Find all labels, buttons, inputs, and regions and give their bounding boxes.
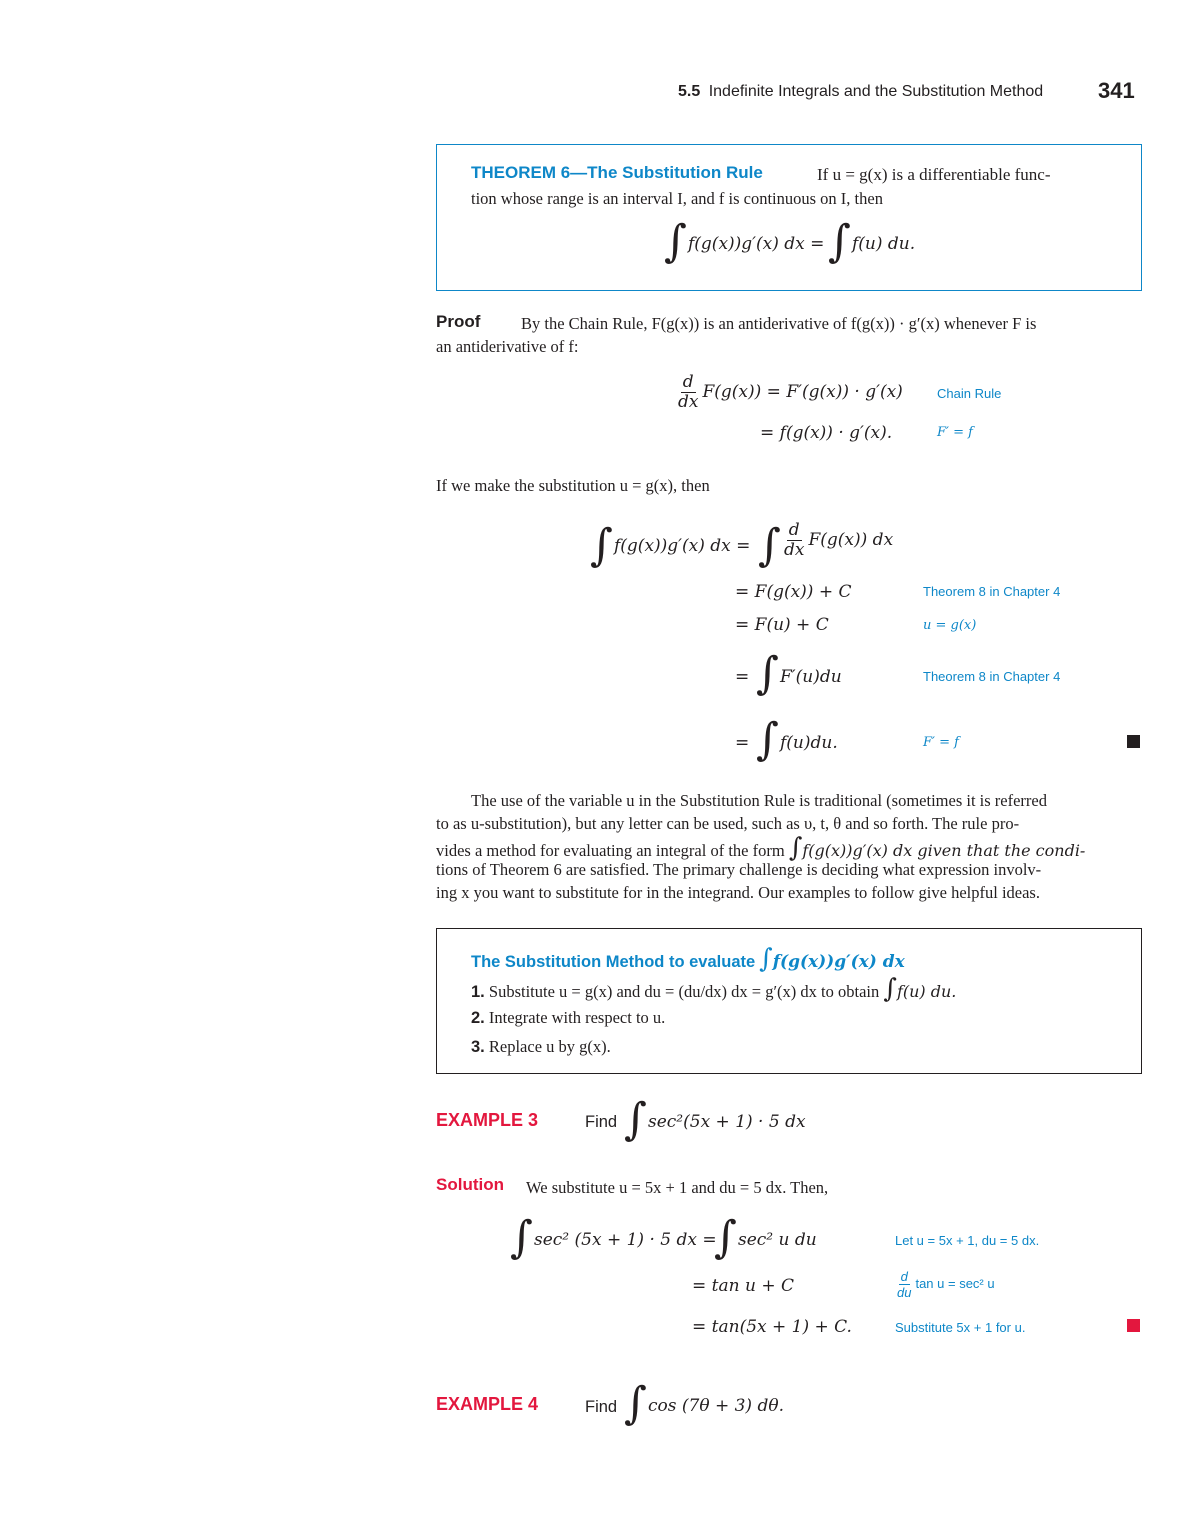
example4-label: EXAMPLE 4 bbox=[436, 1394, 539, 1414]
theorem-statement-line2: tion whose range is an interval I, and f is continuous on I, then bbox=[471, 189, 883, 208]
integral-sign-icon: ∫ bbox=[883, 974, 897, 1004]
solution-note2-text: tan u = sec² u bbox=[915, 1275, 995, 1291]
derivation-note-2: u = g(x) bbox=[923, 618, 977, 633]
derivation-note-1: Theorem 8 in Chapter 4 bbox=[923, 584, 1061, 599]
method-step-text-math: f(u) du. bbox=[896, 982, 957, 1001]
theorem-formula-rhs: f(u) du. bbox=[852, 234, 916, 254]
proof-label: Proof bbox=[436, 312, 481, 331]
solution-line1-lhs: sec² (5x + 1) · 5 dx = bbox=[534, 1230, 717, 1250]
integral-sign-icon: ∫ bbox=[828, 216, 851, 267]
integral-sign-icon: ∫ bbox=[664, 216, 687, 267]
example3-label: EXAMPLE 3 bbox=[436, 1110, 539, 1130]
fraction-numerator: d bbox=[682, 372, 694, 392]
theorem-formula-lhs: f(g(x))g′(x) dx = bbox=[688, 234, 825, 254]
paragraph-line3-a: vides a method for evaluating an integral of the form bbox=[436, 841, 785, 860]
method-step-text: Integrate with respect to u. bbox=[488, 1008, 666, 1027]
method-step-1 bbox=[471, 976, 956, 1005]
derivation-first-rhs bbox=[782, 522, 893, 559]
method-step-text: Substitute u = g(x) and du = (du/dx) dx = g′(x) dx to obtain bbox=[488, 982, 880, 1001]
integral-sign-icon: ∫ bbox=[756, 648, 779, 699]
integral-sign-icon: ∫ bbox=[759, 944, 773, 974]
end-of-proof-icon bbox=[1127, 735, 1140, 748]
chain-rule-note2: F′ = f bbox=[937, 425, 973, 440]
example4-find: Find bbox=[585, 1398, 618, 1416]
integral-sign-icon: ∫ bbox=[510, 1212, 533, 1263]
paragraph-line2: to as u-substitution), but any letter can be used, such as υ, t, θ and so forth. The rule pro- bbox=[436, 814, 1020, 833]
method-step-number: 2. bbox=[471, 1009, 485, 1027]
solution-label: Solution bbox=[436, 1175, 504, 1194]
example4-integrand: cos (7θ + 3) dθ. bbox=[648, 1396, 784, 1416]
section-title: Indefinite Integrals and the Substitution Method bbox=[708, 83, 1044, 100]
fraction-numerator: d bbox=[788, 520, 800, 540]
fraction-denominator: dx bbox=[784, 540, 805, 560]
method-title bbox=[471, 946, 905, 972]
derivation-step-1: = F(g(x)) + C bbox=[735, 582, 852, 602]
section-number: 5.5 bbox=[678, 83, 701, 100]
integral-sign-icon: ∫ bbox=[756, 714, 779, 765]
solution-line2: = tan u + C bbox=[692, 1276, 794, 1296]
fraction-denominator: dx bbox=[678, 392, 699, 412]
integral-sign-icon: ∫ bbox=[788, 833, 803, 863]
derivation-note-3: Theorem 8 in Chapter 4 bbox=[923, 669, 1061, 684]
solution-line1-rhs: sec² u du bbox=[738, 1230, 817, 1250]
example3-find: Find bbox=[585, 1113, 618, 1131]
theorem-statement-line1: If u = g(x) is a differentiable func- bbox=[817, 165, 1051, 184]
integral-sign-icon: ∫ bbox=[590, 520, 613, 571]
integral-sign-icon: ∫ bbox=[624, 1094, 647, 1145]
method-step-3 bbox=[471, 1035, 611, 1060]
integral-sign-icon: ∫ bbox=[624, 1378, 647, 1429]
proof-line1: By the Chain Rule, F(g(x)) is an antiderivative of f(g(x)) · g′(x) whenever F is bbox=[521, 314, 1037, 333]
paragraph-line4: tions of Theorem 6 are satisfied. The primary challenge is deciding what expression involv- bbox=[436, 860, 1042, 879]
derivation-step-3: F′(u)du bbox=[780, 667, 842, 687]
paragraph-line5: ing x you want to substitute for in the integrand. Our examples to follow give helpful ideas. bbox=[436, 883, 1040, 902]
proof-line2: an antiderivative of f: bbox=[436, 337, 579, 356]
derivation-step-4-eq: = bbox=[735, 733, 750, 753]
integral-sign-icon: ∫ bbox=[714, 1212, 737, 1263]
method-step-2 bbox=[471, 1006, 665, 1031]
derivation-step-2: = F(u) + C bbox=[735, 615, 829, 635]
derivation-first-lhs: f(g(x))g′(x) dx = bbox=[614, 536, 751, 556]
derivation-note-4: F′ = f bbox=[923, 735, 959, 750]
solution-note2 bbox=[895, 1270, 995, 1299]
integral-sign-icon: ∫ bbox=[758, 520, 781, 571]
chain-rule-line bbox=[676, 374, 903, 411]
solution-text: We substitute u = 5x + 1 and du = 5 dx. Then, bbox=[526, 1178, 829, 1197]
paragraph-line3-b: f(g(x))g′(x) dx given that the condi- bbox=[802, 841, 1086, 860]
method-step-number: 3. bbox=[471, 1038, 485, 1056]
method-step-text: Replace u by g(x). bbox=[488, 1037, 611, 1056]
page-number: 341 bbox=[1098, 78, 1135, 103]
example3-integrand: sec²(5x + 1) · 5 dx bbox=[648, 1112, 806, 1132]
method-title-math: f(g(x))g′(x) dx bbox=[772, 952, 905, 972]
solution-note3: Substitute 5x + 1 for u. bbox=[895, 1320, 1026, 1335]
derivation-step-3-eq: = bbox=[735, 667, 750, 687]
chain-rule-expr: F(g(x)) = F′(g(x)) · g′(x) bbox=[702, 382, 903, 402]
fraction-numerator: d bbox=[900, 1269, 908, 1284]
theorem-label: THEOREM 6—The Substitution Rule bbox=[471, 163, 763, 182]
solution-note1: Let u = 5x + 1, du = 5 dx. bbox=[895, 1233, 1040, 1248]
chain-rule-note: Chain Rule bbox=[937, 386, 1002, 401]
derivation-first-rhs-expr: F(g(x)) dx bbox=[808, 530, 894, 550]
running-header bbox=[678, 83, 1043, 101]
substitution-intro: If we make the substitution u = g(x), then bbox=[436, 476, 710, 495]
method-step-number: 1. bbox=[471, 983, 485, 1001]
solution-line3: = tan(5x + 1) + C. bbox=[692, 1317, 852, 1337]
method-title-text: The Substitution Method to evaluate bbox=[471, 953, 756, 971]
derivation-step-4: f(u)du. bbox=[780, 733, 838, 753]
end-of-solution-icon bbox=[1127, 1319, 1140, 1332]
chain-rule-line2: = f(g(x)) · g′(x). bbox=[760, 423, 893, 443]
fraction-denominator: du bbox=[897, 1285, 912, 1300]
paragraph-line1: The use of the variable u in the Substitution Rule is traditional (sometimes it is referred bbox=[471, 791, 1047, 810]
